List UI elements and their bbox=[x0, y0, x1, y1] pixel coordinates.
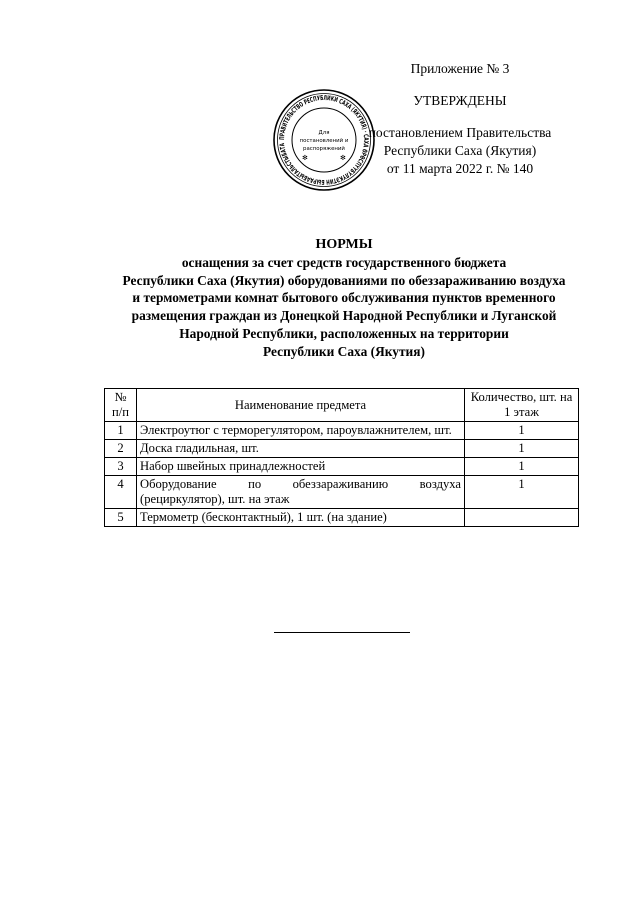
row-num: 1 bbox=[105, 422, 137, 440]
svg-text:Для: Для bbox=[318, 130, 330, 136]
row-name: Термометр (бесконтактный), 1 шт. (на здание) bbox=[137, 509, 465, 527]
table-row bbox=[105, 422, 579, 440]
header-name: Наименование предмета bbox=[137, 389, 465, 422]
title-line: Народной Республики, расположенных на территории bbox=[179, 325, 509, 341]
approval-line-2: Республики Саха (Якутия) bbox=[383, 143, 537, 158]
row-num: 3 bbox=[105, 458, 137, 476]
title-heading: НОРМЫ bbox=[315, 237, 373, 252]
title-line: Республики Саха (Якутия) bbox=[263, 343, 425, 359]
end-divider-line bbox=[274, 632, 410, 633]
norms-table bbox=[104, 388, 579, 527]
table-header-row bbox=[105, 389, 579, 422]
header-qty: Количество, шт. на 1 этаж bbox=[465, 389, 579, 422]
svg-text:распоряжений: распоряжений bbox=[303, 146, 345, 152]
row-num: 4 bbox=[105, 476, 137, 509]
document-title bbox=[70, 236, 618, 361]
official-seal-stamp bbox=[272, 88, 376, 192]
row-qty: 1 bbox=[465, 476, 579, 509]
table-row bbox=[105, 509, 579, 527]
svg-text:✻: ✻ bbox=[302, 154, 308, 162]
table-row bbox=[105, 458, 579, 476]
svg-text:ПРАВИТЕЛЬСТВО РЕСПУБЛИКИ САХА: ПРАВИТЕЛЬСТВО РЕСПУБЛИКИ САХА (ЯКУТИЯ) · САХА ӨРӨСПҮҮБҮЛҮКЭТИН БЫРААБЫТАЛЬСТЫБАТА bbox=[277, 93, 371, 187]
approval-line-1: постановлением Правительства bbox=[368, 125, 552, 140]
row-qty: 1 bbox=[465, 458, 579, 476]
title-line: оснащения за счет средств государственного бюджета bbox=[181, 254, 507, 270]
table-row bbox=[105, 476, 579, 509]
title-line: Республики Саха (Якутия) оборудованиями по обеззараживанию воздуха bbox=[122, 272, 566, 288]
approval-block bbox=[360, 60, 560, 178]
svg-text:постановлений и: постановлений и bbox=[299, 138, 349, 144]
appendix-label: Приложение № 3 bbox=[410, 61, 510, 76]
row-qty: 1 bbox=[465, 440, 579, 458]
row-num: 2 bbox=[105, 440, 137, 458]
svg-text:✻: ✻ bbox=[340, 154, 346, 162]
row-name: Электроутюг с терморегулятором, пароувлажнителем, шт. bbox=[137, 422, 465, 440]
approved-label: УТВЕРЖДЕНЫ bbox=[413, 93, 507, 108]
title-line: и термометрами комнат бытового обслуживания пунктов временного bbox=[132, 290, 556, 306]
row-name: Набор швейных принадлежностей bbox=[137, 458, 465, 476]
table-row bbox=[105, 440, 579, 458]
row-name: Оборудование по обеззараживанию воздуха (рециркулятор), шт. на этаж bbox=[137, 476, 465, 509]
header-num: № п/п bbox=[105, 389, 137, 422]
approval-line-3: от 11 марта 2022 г. № 140 bbox=[386, 161, 534, 176]
row-num: 5 bbox=[105, 509, 137, 527]
row-qty bbox=[465, 509, 579, 527]
title-line: размещения граждан из Донецкой Народной Республики и Луганской bbox=[131, 308, 557, 324]
row-qty: 1 bbox=[465, 422, 579, 440]
row-name: Доска гладильная, шт. bbox=[137, 440, 465, 458]
